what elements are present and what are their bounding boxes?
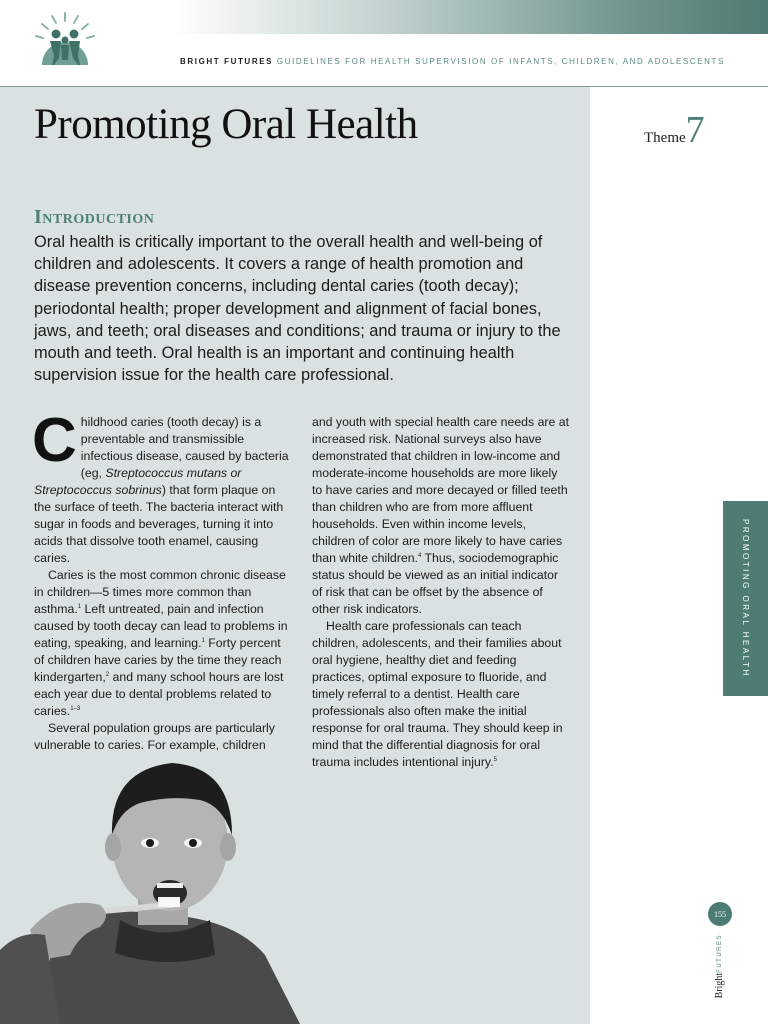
- side-tab-label: PROMOTING ORAL HEALTH: [741, 519, 750, 678]
- running-head-brand: BRIGHT FUTURES: [180, 57, 274, 66]
- body-paragraph-4: [312, 618, 570, 771]
- running-head-guidelines: GUIDELINES FOR HEALTH SUPERVISION OF INFANTS, CHILDREN, AND ADOLESCENTS: [276, 57, 725, 66]
- p1-italic: Streptococcus mutans or Streptococcus sobrinus: [34, 466, 242, 497]
- page-number: 155: [708, 902, 732, 926]
- p2-a: Caries is the most common chronic disease in children—5 times more common than asthma.: [34, 568, 286, 616]
- drop-cap: C: [32, 406, 77, 475]
- body-paragraph-1: [32, 406, 290, 567]
- footer-brand: [706, 930, 732, 1002]
- body-column-2: [312, 414, 570, 771]
- page-title: Promoting Oral Health: [34, 101, 418, 148]
- p3-ref: 4: [417, 553, 422, 559]
- footer-futures: FUTURES: [716, 933, 723, 973]
- running-head: [180, 57, 725, 66]
- p1-end: ) that form plaque on the surface of teeth. The bacteria interact with sugar in foods and beverages, turning it into acids that dissolve tooth enamel, causing caries.: [34, 483, 284, 565]
- p2-d: and many school hours are lost each year due to dental problems related to caries.: [34, 670, 284, 718]
- footer-bright: Bright: [713, 972, 725, 999]
- header-gradient-band: [90, 0, 768, 34]
- p2-ref-1: 1: [77, 604, 82, 610]
- p4-ref: 5: [493, 757, 497, 763]
- page-header: [0, 0, 768, 87]
- body-paragraph-2: [34, 567, 290, 720]
- p2-ref-3: 2: [105, 672, 110, 678]
- p2-ref-4: 1–3: [70, 706, 81, 712]
- intro-heading: Introduction: [34, 206, 155, 228]
- intro-paragraph: Oral health is critically important to the overall health and well-being of children and adolescents. It covers a range of health promotion and disease prevention concerns, including dental caries (tooth decay); periodontal health; proper development and alignment of facial bones, jaws, and teeth; oral diseases and conditions; and trauma or injury to the mouth and teeth. Oral health is an important and continuing health supervision issue for the health care professional.: [34, 233, 561, 385]
- p2-b: Left untreated, pain and infection caused by tooth decay can lead to problems in eating, speaking, and learning.: [34, 602, 288, 650]
- p4-text: Health care professionals can teach children, adolescents, and their families about oral hygiene, healthy diet and feeding practices, optimal exposure to fluoride, and timely referral to a dentist. Health care professionals also often make the initial response for oral trauma. They should keep in mind that the differential diagnosis for oral trauma includes intentional injury.: [312, 619, 563, 769]
- theme-label: [644, 108, 705, 152]
- body-paragraph-3-part-a: Several population groups are particularly vulnerable to caries. For example, children: [34, 721, 275, 752]
- body-paragraph-3-part-b: and youth with special health care needs are at increased risk. National surveys also have demonstrated that children in low-income and moderate-income households are more likely to have caries and more decayed or filled teeth than children who are from more affluent households. Even within income levels, children of color are more likely to have caries than white children.$^4$ Thus, sociodemographic status should be viewed as an initial indicator of risk that can be offset by the absence of other risk indicators.: [312, 415, 570, 616]
- p2-ref-2: 1: [201, 638, 205, 644]
- child-brushing-teeth-photo: [0, 755, 300, 1024]
- bright-futures-logo: [30, 10, 100, 70]
- p2-c: Forty percent of children have caries by the time they reach kindergarten,: [34, 636, 282, 684]
- p3-end: Thus, sociodemographic status should be viewed as an initial indicator of risk that can be offset by the absence of other risk indicators.: [312, 551, 559, 616]
- body-column-1: [32, 406, 290, 754]
- theme-number: 7: [685, 109, 705, 151]
- theme-word: Theme: [644, 130, 686, 146]
- p1-start: hildhood caries (tooth decay) is a preventable and transmissible infectious disease, caused by bacteria (eg,: [80, 415, 289, 480]
- section-side-tab: [723, 501, 768, 696]
